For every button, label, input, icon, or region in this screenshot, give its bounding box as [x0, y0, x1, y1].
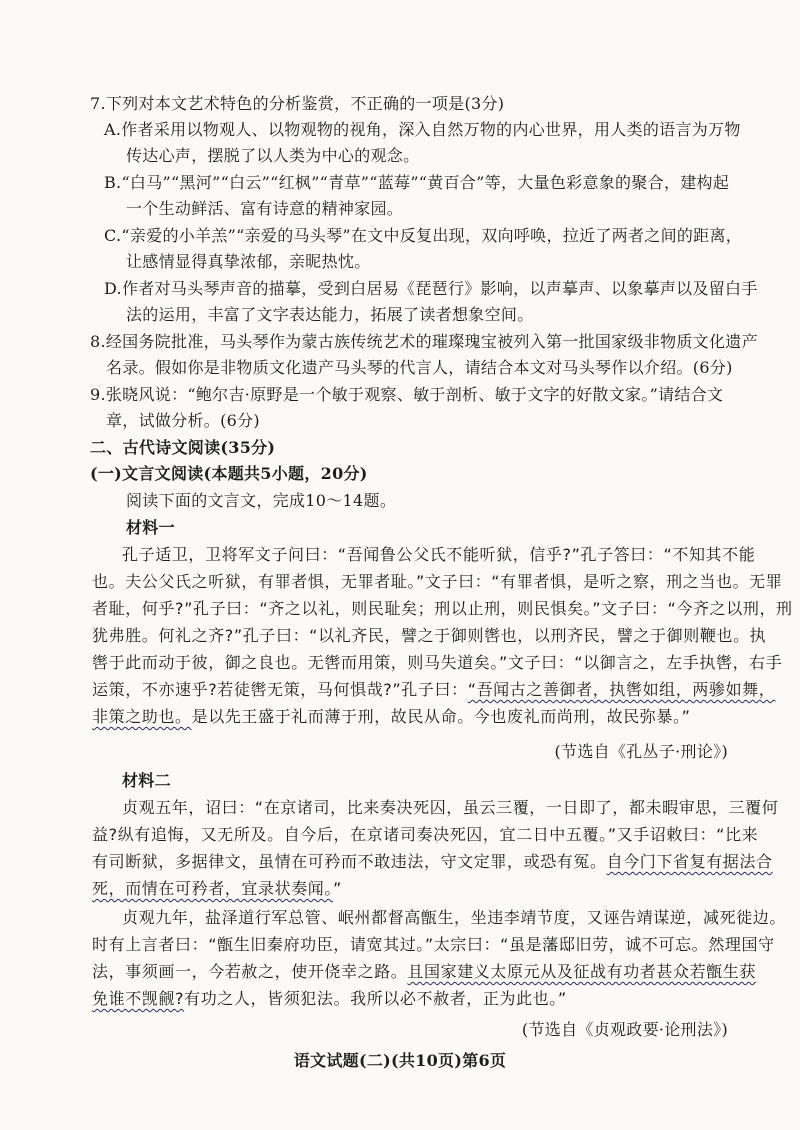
subsection-heading: (一)文言文阅读(本题共5小题，20分): [90, 464, 368, 483]
option-c-line-1: C.“亲爱的小羊羔”“亲爱的马头琴”在文中反复出现，双向呼唤，拉近了两者之间的距离，: [104, 226, 743, 245]
material-2-marked-sentence-d: 免谁不觊觎?: [92, 989, 185, 1008]
material-2-p2-line-1: 贞观九年，盐泽道行军总管、岷州都督高甑生，坐违李靖节度，又诬告靖谋逆，减死徙边。: [122, 908, 787, 927]
question-9-line-2: 章，试做分析。(6分): [106, 411, 260, 430]
material-1-source: (节选自《孔丛子·刑论》): [554, 742, 728, 761]
material-1-line-5: 辔于此而动于彼，御之良也。无辔而用策，则马失道矣。”文子曰：“以御言之，左手执辔，右手: [92, 653, 783, 672]
material-2-p1-line-3-text: 有司断狱，多据律文，虽情在可矜而不敢违法，守文定罪，或恐有冤。: [92, 852, 607, 871]
question-8-line-1: 8.经国务院批准，马头琴作为蒙古族传统艺术的璀璨瑰宝被列入第一批国家级非物质文化遗产: [90, 332, 758, 351]
option-b-line-1: B.“白马”“黑河”“白云”“红枫”“青草”“蓝莓”“黄百合”等，大量色彩意象的聚合，建构起: [104, 173, 730, 192]
option-b-line-2: 一个生动鲜活、富有诗意的精神家园。: [126, 199, 404, 218]
material-2-p1-line-4-text: ”: [333, 879, 342, 898]
material-2-p1-line-1: 贞观五年，诏曰：“在京诸司，比来奏决死囚，虽云三覆，一日即了，都未暇审思，三覆何: [122, 798, 779, 817]
question-7-stem: 7.下列对本文艺术特色的分析鉴赏，不正确的一项是(3分): [90, 94, 505, 113]
material-1-line-1: 孔子适卫，卫将军文子问曰：“吾闻鲁公父氏不能听狱，信乎?”孔子答曰：“不知其不能: [122, 545, 756, 564]
page-footer: 语文试题(二)(共10页)第6页: [293, 1051, 507, 1070]
reading-instruction: 阅读下面的文言文，完成10～14题。: [126, 491, 397, 510]
material-2-marked-sentence-a: 自今门下省复有据法合: [606, 852, 773, 871]
section-heading: 二、古代诗文阅读(35分): [90, 438, 276, 457]
question-8-line-2: 名录。假如你是非物质文化遗产马头琴的代言人，请结合本文对马头琴作以介绍。(6分): [106, 358, 733, 377]
material-2-p2-line-2: 时有上言者曰：“甑生旧秦府功臣，请宽其过。”太宗曰：“虽是藩邸旧劳，诚不可忘。然理国守: [92, 935, 775, 954]
material-2-marked-sentence-c: 且国家建义太原元从及征战有功者甚众若甑生获: [407, 962, 757, 981]
material-2-p1-line-2: 益?纵有追悔，又无所及。自今后，在京诸司奏决死囚，宜二日中五覆。”又手诏敕曰：“比来: [92, 825, 759, 844]
material-1-line-7: [92, 705, 691, 729]
material-2-p2-line-4-text: 有功之人，皆须犯法。我所以必不赦者，正为此也。”: [184, 989, 567, 1008]
option-c-line-2: 让感情显得真挚浓郁，亲昵热忱。: [126, 252, 371, 271]
material-2-p2-line-4: [92, 987, 567, 1011]
material-1-line-3: 者耻，何乎?”孔子曰：“齐之以礼，则民耻矣；刑以止刑，则民惧矣。”文子曰：“今齐之以刑，刑: [92, 599, 793, 618]
material-1-title: 材料一: [126, 518, 175, 537]
option-a-line-2: 传达心声，摆脱了以人类为中心的观念。: [126, 146, 420, 165]
material-1-line-2: 也。夫公父氏之听狱，有罪者惧，无罪者耻。”文子曰：“有罪者惧，是听之察，刑之当也。无罪: [92, 572, 783, 591]
material-2-p1-line-3: [92, 850, 773, 874]
material-2-p2-line-3: [92, 960, 756, 984]
material-1-marked-sentence-a: “吾闻古之善御者，执辔如组，两骖如舞，: [467, 680, 776, 699]
option-d-line-2: 法的运用，丰富了文字表达能力，拓展了读者想象空间。: [126, 305, 534, 324]
option-d-line-1: D.作者对马头琴声音的描摹，受到白居易《琵琶行》影响，以声摹声、以象摹声以及留白手: [104, 279, 758, 298]
option-a-line-1: A.作者采用以物观人、以物观物的视角，深入自然万物的内心世界，用人类的语言为万物: [104, 120, 741, 139]
material-1-line-7-text: 是以先王盛于礼而薄于刑，故民从命。今也废礼而尚刑，故民弥暴。”: [191, 707, 691, 726]
material-2-title: 材料二: [122, 771, 171, 790]
material-1-line-6: [92, 678, 775, 702]
material-2-p2-line-3-text: 法，事须画一，今若赦之，使开侥幸之路。: [92, 962, 408, 981]
material-1-line-6-text: 运策，不亦速乎?若徒辔无策，马何惧哉?”孔子曰：: [92, 680, 468, 699]
material-1-line-4: 犹弗胜。何礼之齐?”孔子曰：“以礼齐民，譬之于御则辔也，以刑齐民，譬之于御则鞭也。执: [92, 626, 767, 645]
material-1-marked-sentence-b: 非策之助也。: [92, 707, 192, 726]
material-2-source: (节选自《贞观政要·论刑法》): [521, 1020, 728, 1039]
material-2-marked-sentence-b: 死，而情在可矜者，宜录状奏闻。: [92, 879, 334, 898]
material-2-p1-line-4: [92, 877, 342, 901]
question-9-line-1: 9.张晓风说：“鲍尔吉·原野是一个敏于观察、敏于剖析、敏于文字的好散文家。”请结合文: [90, 385, 724, 404]
